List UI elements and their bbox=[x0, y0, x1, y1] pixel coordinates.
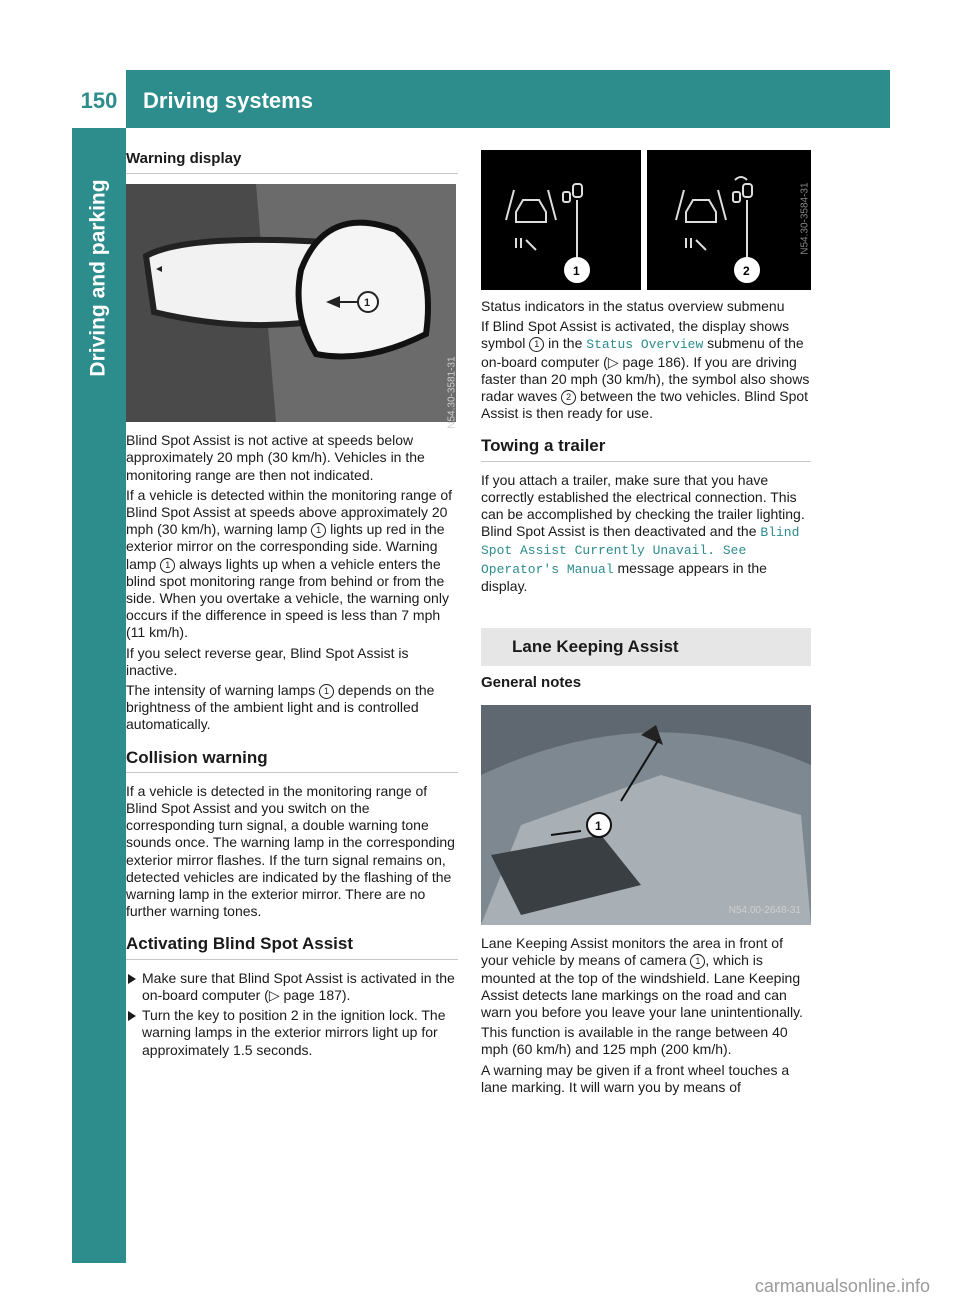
paragraph: The intensity of warning lamps 1 depends on the brightness of the ambient light and is controlled automatically. bbox=[126, 682, 435, 733]
bullet-item: Turn the key to position 2 in the ignition lock. The warning lamps in the exterior mirrors light up for approximately 1.5 seconds. bbox=[126, 1007, 458, 1059]
figure-caption: Status indicators in the status overview submenu bbox=[481, 298, 785, 314]
paragraph: If Blind Spot Assist is activated, the display shows symbol 1 in the Status Overview submenu of the on-board computer (▷ page 186). If you are driving faster than 20 mph (30 km/h), the symbol also shows radar waves 2 between the two vehicles. Blind Spot Assist is then ready for use. bbox=[481, 318, 810, 422]
bsa-message: Blind Spot Assist Currently Unavail. See Operator's Manual bbox=[481, 525, 800, 577]
divider bbox=[126, 173, 458, 174]
paragraph: Lane Keeping Assist monitors the area in front of your vehicle by means of camera 1 , which is mounted at the top of the windshield. Lane Keeping Assist detects lane markings on the road and can warn you before you leave your lane unintentionally. bbox=[481, 935, 803, 1021]
marker-1-ref: 1 bbox=[690, 954, 705, 969]
windshield-illustration bbox=[481, 705, 811, 925]
page-number: 150 bbox=[80, 88, 118, 113]
paragraph: This function is available in the range between 40 mph (60 km/h) and 125 mph (200 km/h). bbox=[481, 1024, 788, 1058]
divider bbox=[481, 461, 811, 462]
figure-code: N54.30-3584-31 bbox=[799, 182, 811, 255]
marker-1-ref: 1 bbox=[529, 337, 544, 352]
svg-text:1: 1 bbox=[595, 819, 602, 834]
status-overview-label: Status Overview bbox=[586, 337, 704, 353]
divider bbox=[126, 772, 458, 773]
paragraph: If a vehicle is detected within the monitoring range of Blind Spot Assist at speeds above approximately 20 mph (30 km/h), warning lamp 1 lights up red in the exterior mirror on the corresponding side. Warning lamp 1 always lights up when a vehicle enters the blind spot monitoring range from behind or from the side. When you overtake a vehicle, the warning only occurs if the difference in speed is less than 7 mph (11 km/h). bbox=[126, 486, 453, 641]
marker-2-ref: 2 bbox=[561, 390, 576, 405]
watermark: carmanualsonline.info bbox=[754, 1276, 930, 1296]
mirror-illustration bbox=[126, 184, 456, 422]
page-title: Driving systems bbox=[143, 88, 313, 113]
marker-1-ref: 1 bbox=[319, 684, 334, 699]
paragraph: A warning may be given if a front wheel touches a lane marking. It will warn you by means of bbox=[481, 1061, 790, 1095]
collision-warning-heading: Collision warning bbox=[126, 747, 268, 767]
status-overview-illustration bbox=[481, 150, 811, 290]
windshield-camera-figure bbox=[481, 705, 811, 925]
paragraph: If you attach a trailer, make sure that you have correctly established the electrical connection. This can be accomplished by checking the trailer lighting. Blind Spot Assist is then deactivated and the Blind Spot Assist Currently Unavail. See Operator's Manual message appears in the display. bbox=[481, 471, 805, 594]
mirror-figure bbox=[126, 184, 458, 429]
marker-1-ref: 1 bbox=[160, 558, 175, 573]
svg-text:2: 2 bbox=[743, 264, 750, 278]
figure-code: N54.00-2648-31 bbox=[728, 905, 801, 917]
svg-text:1: 1 bbox=[364, 297, 371, 310]
figure-code: N54.30-3581-31 bbox=[446, 356, 458, 429]
towing-heading: Towing a trailer bbox=[481, 436, 606, 456]
left-column bbox=[126, 150, 458, 1062]
right-column bbox=[481, 150, 811, 1099]
marker-1-ref: 1 bbox=[311, 523, 326, 538]
side-tab-label: Driving and parking bbox=[87, 179, 111, 377]
paragraph: If you select reverse gear, Blind Spot Assist is inactive. bbox=[126, 644, 409, 678]
paragraph: If a vehicle is detected in the monitoring range of Blind Spot Assist and you switch on the corresponding turn signal, a double warning tone sounds once. The warning lamp in the corresponding exterior mirror flashes. If the turn signal remains on, detected vehicles are indicated by the flashing of the warning lamp in the exterior mirror. There are no further warning tones. bbox=[126, 782, 455, 920]
activating-heading: Activating Blind Spot Assist bbox=[126, 934, 354, 954]
divider bbox=[126, 959, 458, 960]
paragraph: Blind Spot Assist is not active at speeds below approximately 20 mph (30 km/h). Vehicles in the monitoring range are then not indicated. bbox=[126, 432, 425, 483]
general-notes-heading: General notes bbox=[481, 674, 582, 692]
warning-display-heading: Warning display bbox=[126, 150, 242, 167]
bullet-item: Make sure that Blind Spot Assist is activated in the on-board computer (▷ page 187). bbox=[126, 970, 458, 1004]
svg-text:1: 1 bbox=[573, 264, 580, 278]
lane-keeping-section-heading: Lane Keeping Assist bbox=[481, 628, 811, 666]
status-indicators-figure bbox=[481, 150, 811, 290]
